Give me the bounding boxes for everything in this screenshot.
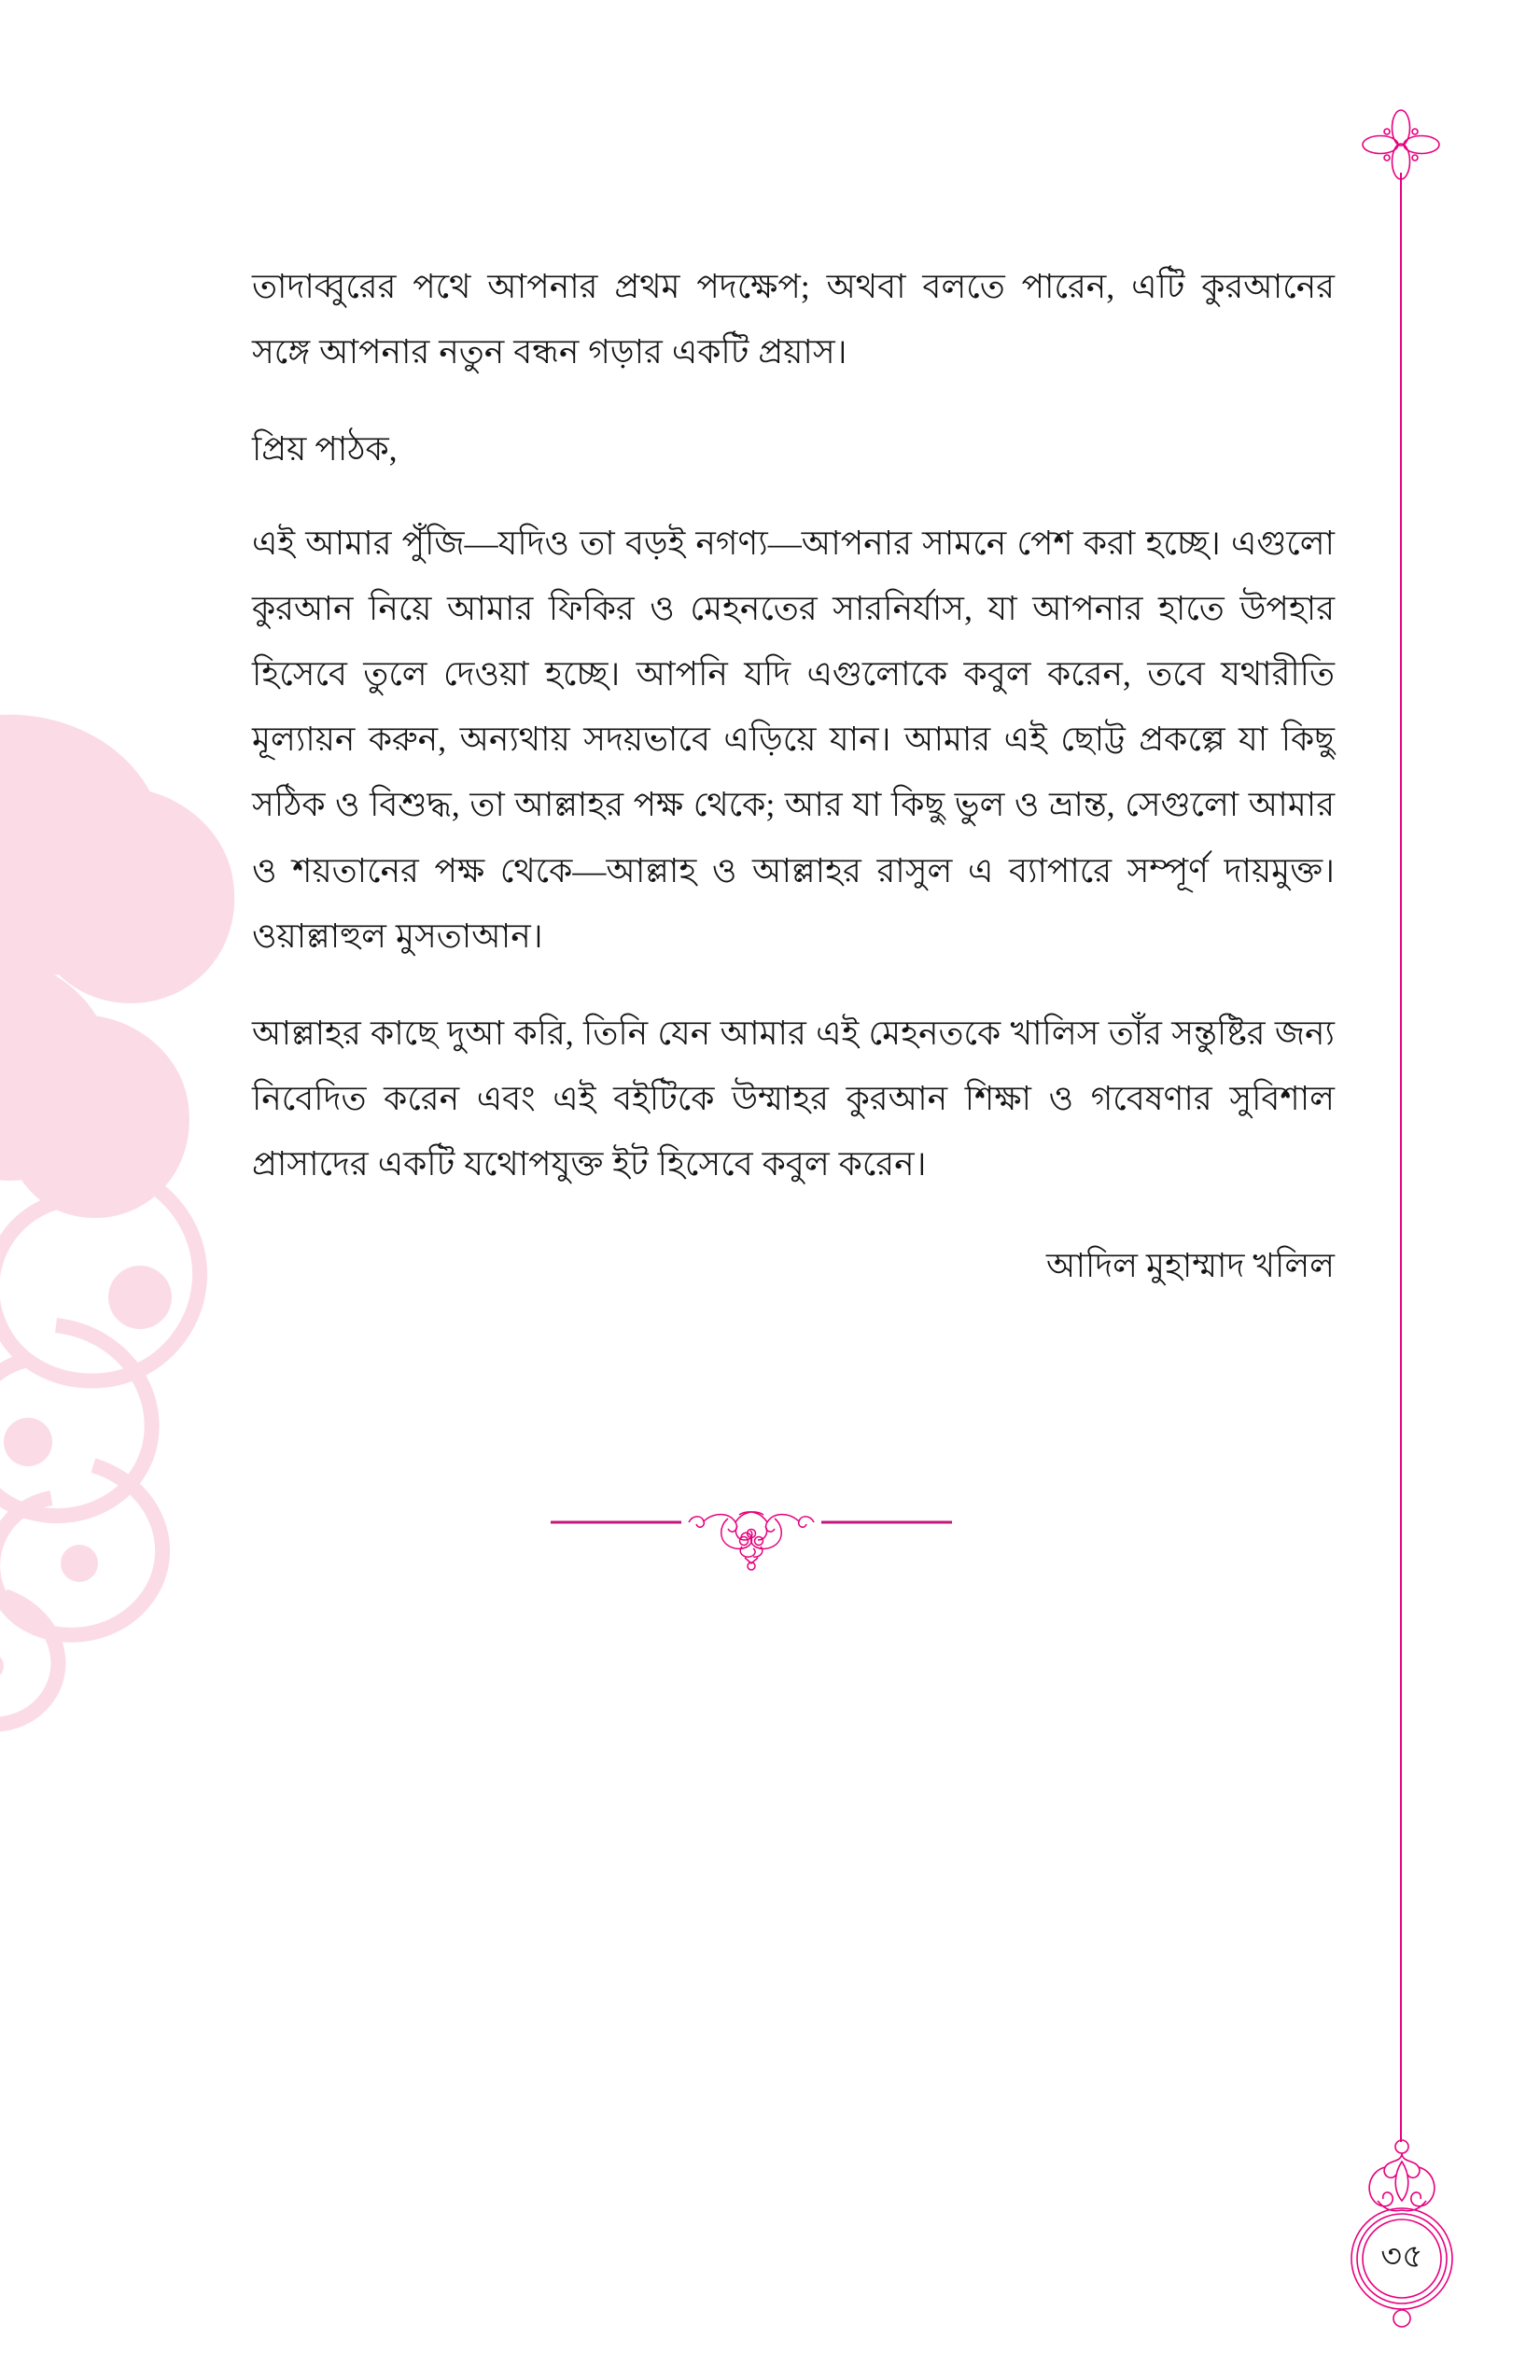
salutation: প্রিয় পাঠক, [252,430,398,469]
author-signature: আদিল মুহাম্মাদ খলিল [1045,1247,1335,1285]
paragraph-continued: তাদাব্বুরের পথে আপনার প্রথম পদক্ষেপ; অথবা বলতে পারেন, এটি কুরআনের সঙ্গে আপনার নতুন বন্ধন গড়ার একটি প্রয়াস। [252,268,1335,371]
paragraph-three: আল্লাহর কাছে দুআ করি, তিনি যেন আমার এই মেহনতকে খালিস তাঁর সন্তুষ্টির জন্য নিবেদিত করেন এবং এই বইটিকে উম্মাহর কুরআন শিক্ষা ও গবেষণার সুবিশাল প্রাসাদের একটি যথোপযুক্ত ইট হিসেবে কবুল করেন। [252,1014,1335,1183]
page-number-medallion [1337,2121,1467,2354]
section-divider-ornament [551,1498,952,1573]
text-column [252,254,1335,1298]
page-number: ৩৫ [1380,2238,1423,2275]
flower-ornament-icon [1358,107,1444,182]
vertical-rule [1400,173,1402,2142]
paragraph-two: এই আমার পুঁজি—যদিও তা বড়ই নগণ্য—আপনার সামনে পেশ করা হচ্ছে। এগুলো কুরআন নিয়ে আমার ফিকির ও মেহনতের সারনির্যাস, যা আপনার হাতে উপহার হিসেবে তুলে দেওয়া হচ্ছে। আপনি যদি এগুলোকে কবুল করেন, তবে যথারীতি মূল্যায়ন করুন, অন্যথায় সদয়ভাবে এড়িয়ে যান। আমার এই ছোট্ট প্রকল্পে যা কিছু সঠিক ও বিশুদ্ধ, তা আল্লাহর পক্ষ থেকে; আর যা কিছু ভুল ও ভ্রান্ত, সেগুলো আমার ও শয়তানের পক্ষ থেকে—আল্লাহ ও আল্লাহর রাসুল এ ব্যাপারে সম্পূর্ণ দায়মুক্ত। ওয়াল্লাহুল মুসতাআন। [252,524,1335,955]
